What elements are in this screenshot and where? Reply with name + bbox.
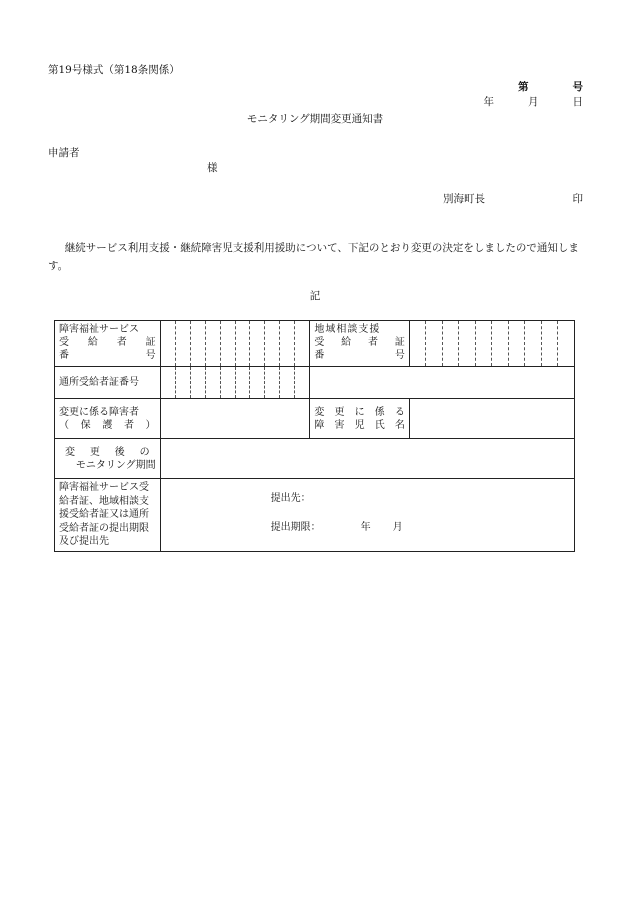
digit-box[interactable] <box>280 321 295 367</box>
service-cert-label <box>55 321 161 367</box>
cell-text: 変 <box>65 446 75 458</box>
table-row <box>55 479 575 552</box>
period-input[interactable] <box>160 439 574 479</box>
table-row <box>55 367 575 399</box>
digit-box[interactable] <box>265 321 280 367</box>
cell-text: 児 <box>354 419 365 431</box>
digit-box[interactable] <box>409 321 426 367</box>
digit-box[interactable] <box>160 367 175 399</box>
doc-no-suffix: 号 <box>572 81 583 93</box>
cell-text: ） <box>145 419 156 431</box>
cell-text: 通所受給者証番号 <box>59 377 139 388</box>
form-number: 第19号様式（第18条関係） <box>48 64 180 76</box>
cell-text: 地域相談支援 <box>314 324 381 335</box>
digit-box[interactable] <box>295 321 310 367</box>
ki-heading: 記 <box>309 290 321 302</box>
cell-text: 者 <box>368 337 378 348</box>
date-month: 月 <box>528 96 539 108</box>
table-row <box>55 439 575 479</box>
doc-no-prefix: 第 <box>518 81 529 93</box>
digit-box[interactable] <box>295 367 310 399</box>
digit-box[interactable] <box>265 367 280 399</box>
day-cert-label <box>55 367 161 399</box>
cell-text: 証 <box>145 337 156 348</box>
cell-text: 者 <box>123 419 134 431</box>
cell-text: 名 <box>394 419 405 431</box>
digit-box[interactable] <box>205 321 220 367</box>
digit-box[interactable] <box>492 321 509 367</box>
table-row <box>55 399 575 439</box>
body-paragraph: 継続サービス利用支援・継続障害児支援利用援助について、下記のとおり変更の決定をしましたので通知します。 <box>48 242 579 272</box>
issue-date <box>484 96 584 109</box>
child-name-label <box>310 399 410 439</box>
digit-box[interactable] <box>235 321 250 367</box>
cell-text: 係 <box>374 406 385 418</box>
cell-text: 番 <box>59 350 69 361</box>
cell-text: 障 <box>314 419 325 431</box>
cell-text: 受 <box>59 337 69 348</box>
digit-box[interactable] <box>541 321 558 367</box>
digit-box[interactable] <box>190 321 205 367</box>
cell-text: 給 <box>341 337 352 348</box>
table-row <box>55 321 575 367</box>
cell-text: 給 <box>87 337 98 348</box>
document-number <box>518 81 583 94</box>
notification-table <box>54 320 575 552</box>
submission-label <box>55 479 161 552</box>
digit-box[interactable] <box>426 321 443 367</box>
cell-text: 変 <box>314 406 325 418</box>
digit-box[interactable] <box>475 321 492 367</box>
date-year: 年 <box>483 96 494 108</box>
person-label <box>55 399 161 439</box>
applicant-label: 申請者 <box>48 147 80 159</box>
digit-box[interactable] <box>235 367 250 399</box>
document-title: モニタリング期間変更通知書 <box>246 113 384 125</box>
date-day: 日 <box>572 96 583 108</box>
cell-text: に <box>354 406 365 418</box>
child-name-input[interactable] <box>409 399 574 439</box>
digit-box[interactable] <box>250 321 265 367</box>
cell-text: 号 <box>145 350 156 361</box>
digit-box[interactable] <box>525 321 542 367</box>
digit-box[interactable] <box>220 367 235 399</box>
cell-text: 障害福祉サービス <box>59 324 139 335</box>
digit-box[interactable] <box>508 321 525 367</box>
cell-text: モニタリング期間 <box>75 459 156 471</box>
digit-box[interactable] <box>190 367 205 399</box>
cell-text: 者 <box>116 337 127 348</box>
cell-text: 号 <box>394 350 405 361</box>
cell-text: 害 <box>334 419 345 431</box>
cell-text: 更 <box>89 446 100 458</box>
cell-text: 護 <box>102 419 113 431</box>
cell-text: る <box>394 406 405 418</box>
cell-text: の <box>139 446 150 458</box>
cell-text: （ <box>59 419 69 431</box>
cell-text: 番 <box>314 350 325 361</box>
digit-box[interactable] <box>175 321 190 367</box>
digit-box[interactable] <box>442 321 459 367</box>
deadline-month: 月 <box>392 522 403 533</box>
cell-text: 証 <box>394 337 405 348</box>
deadline-label: 提出期限： <box>270 522 321 533</box>
cell-text: 更 <box>334 406 345 418</box>
person-name-input[interactable] <box>160 399 310 439</box>
applicant-honorific: 様 <box>207 162 218 174</box>
seal-mark: 印 <box>572 193 583 205</box>
digit-box[interactable] <box>558 321 575 367</box>
period-label <box>55 439 161 479</box>
cell-text: 障害福祉サービス受給者証、地域相談支援受給者証又は通所受給者証の提出期限及び提出先 <box>59 482 149 547</box>
digit-box[interactable] <box>175 367 190 399</box>
submission-cell <box>160 479 574 552</box>
cell-text: 保 <box>80 419 91 431</box>
submit-to-label: 提出先： <box>270 493 311 504</box>
deadline-year: 年 <box>360 522 371 533</box>
digit-box[interactable] <box>280 367 295 399</box>
digit-box[interactable] <box>160 321 175 367</box>
cell-text: 変更に係る障害者 <box>59 406 139 418</box>
digit-box[interactable] <box>220 321 235 367</box>
submit-deadline <box>271 522 403 534</box>
cell-text: 受 <box>314 337 325 348</box>
digit-box[interactable] <box>459 321 476 367</box>
cell-text: 氏 <box>374 419 385 431</box>
digit-box[interactable] <box>250 367 265 399</box>
cell-text: 後 <box>114 446 125 458</box>
empty-cell <box>310 367 575 399</box>
regional-cert-label <box>310 321 410 367</box>
issuer-name: 別海町長 <box>443 193 485 205</box>
digit-box[interactable] <box>205 367 220 399</box>
